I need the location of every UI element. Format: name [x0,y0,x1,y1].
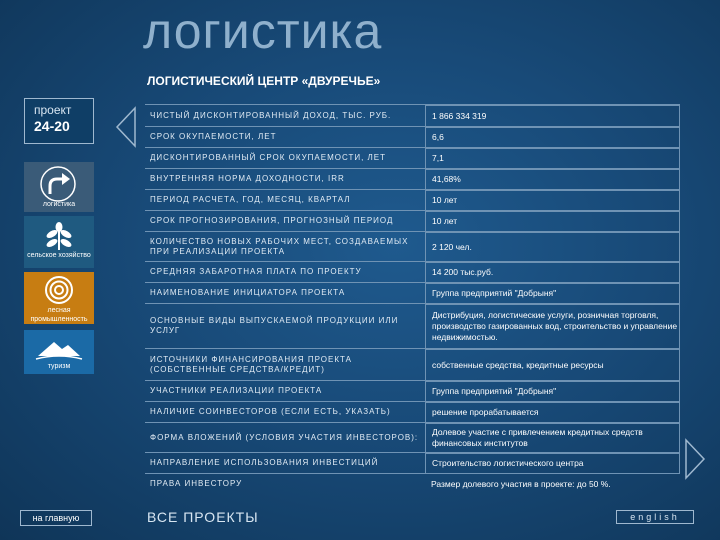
row-value: Группа предприятий "Добрыня" [425,381,680,401]
home-button[interactable]: на главную [20,510,92,526]
tile-label: лесная промышленность [30,307,88,323]
table-row [145,283,680,304]
row-key: ЧИСТЫЙ ДИСКОНТИРОВАННЫЙ ДОХОД, ТЫС. РУБ. [150,110,392,120]
category-tile-forestry[interactable] [24,272,94,324]
prev-arrow-icon[interactable] [115,106,137,148]
row-value: Дистрибуция, логистические услуги, розничная торговля, производство газированных вод, строительство и управление недвижимостью. [425,304,680,348]
row-key: КОЛИЧЕСТВО НОВЫХ РАБОЧИХ МЕСТ, СОЗДАВАЕМЫХ ПРИ РЕАЛИЗАЦИИ ПРОЕКТА [150,236,409,256]
project-label: проект [34,103,72,117]
row-key: НАЛИЧИЕ СОИНВЕСТОРОВ (ЕСЛИ ЕСТЬ, УКАЗАТЬ) [150,407,391,416]
row-value: 7,1 [425,148,680,168]
arrow-turn-icon [24,164,94,204]
row-key: НАПРАВЛЕНИЕ ИСПОЛЬЗОВАНИЯ ИНВЕСТИЦИЙ [150,458,379,467]
tile-label: логистика [42,201,76,208]
row-value: 10 лет [425,211,680,231]
row-key: ДИСКОНТИРОВАННЫЙ СРОК ОКУПАЕМОСТИ, ЛЕТ [150,153,387,162]
row-key: ИСТОЧНИКИ ФИНАНСИРОВАНИЯ ПРОЕКТА (СОБСТВЕННЫЕ СРЕДСТВА/КРЕДИТ) [150,354,352,374]
section-title: логистика [143,3,383,59]
table-row [145,262,680,283]
table-row [145,349,680,381]
plant-icon [24,220,94,254]
row-key: СРОК ПРОГНОЗИРОВАНИЯ, ПРОГНОЗНЫЙ ПЕРИОД [150,216,394,225]
row-value: 2 120 чел. [425,232,680,261]
project-number-box [24,98,94,144]
tile-label: сельское хозяйство [27,252,91,259]
row-value: решение прорабатывается [425,402,680,422]
project-info-table [145,104,680,494]
row-key: ПРАВА ИНВЕСТОРУ [150,479,243,488]
table-row [145,304,680,349]
project-title: ЛОГИСТИЧЕСКИЙ ЦЕНТР «ДВУРЕЧЬЕ» [147,74,381,88]
tile-label: туризм [47,363,71,370]
mountain-icon [24,334,94,362]
table-row [145,453,680,474]
english-button[interactable]: english [616,510,694,524]
row-key: ПЕРИОД РАСЧЕТА, ГОД, МЕСЯЦ, КВАРТАЛ [150,195,351,204]
row-value: 41,68% [425,169,680,189]
table-row [145,104,680,127]
table-row [145,148,680,169]
row-key: УЧАСТНИКИ РЕАЛИЗАЦИИ ПРОЕКТА [150,386,323,395]
row-key: СРОК ОКУПАЕМОСТИ, ЛЕТ [150,132,277,141]
table-row [145,474,680,494]
tree-rings-icon [24,275,94,307]
row-key: ВНУТРЕННЯЯ НОРМА ДОХОДНОСТИ, IRR [150,174,345,183]
table-row [145,402,680,423]
table-row [145,232,680,262]
category-tile-tourism[interactable] [24,330,94,374]
table-row [145,169,680,190]
row-key: ФОРМА ВЛОЖЕНИЙ (УСЛОВИЯ УЧАСТИЯ ИНВЕСТОРОВ): [150,432,419,442]
table-row [145,381,680,402]
row-value: 6,6 [425,127,680,147]
table-row [145,211,680,232]
row-value: 10 лет [425,190,680,210]
table-row [145,190,680,211]
row-value: Группа предприятий "Добрыня" [425,283,680,303]
table-row [145,127,680,148]
category-tile-logistics[interactable] [24,162,94,212]
category-tile-agriculture[interactable] [24,216,94,268]
row-value: 1 866 334 319 [425,105,680,126]
row-value: Долевое участие с привлечением кредитных средств финансовых институтов [425,423,680,452]
row-value: Строительство логистического центра [425,453,680,473]
row-value: Размер долевого участия в проекте: до 50 %. [431,478,611,489]
table-row [145,423,680,453]
row-key: НАИМЕНОВАНИЕ ИНИЦИАТОРА ПРОЕКТА [150,288,346,297]
row-key: СРЕДНЯЯ ЗАБАРОТНАЯ ПЛАТА ПО ПРОЕКТУ [150,267,362,276]
project-number: 24-20 [34,118,70,134]
row-value: собственные средства, кредитные ресурсы [425,349,680,380]
all-projects-link[interactable]: ВСЕ ПРОЕКТЫ [147,509,259,525]
row-key: ОСНОВНЫЕ ВИДЫ ВЫПУСКАЕМОЙ ПРОДУКЦИИ ИЛИ УСЛУГ [150,316,399,335]
next-arrow-icon[interactable] [684,438,706,480]
row-value: 14 200 тыс.руб. [425,262,680,282]
